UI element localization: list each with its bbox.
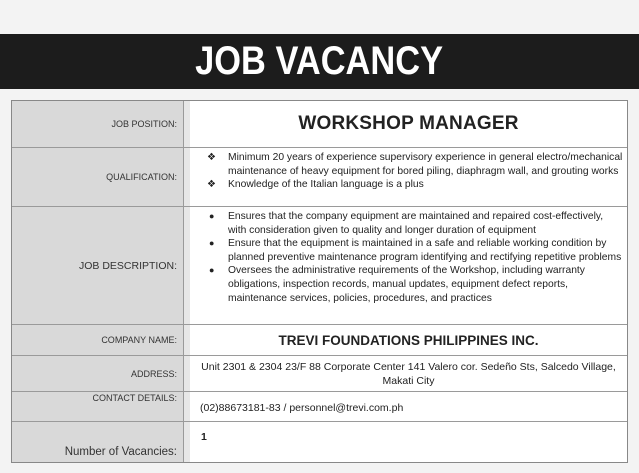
diamond-dots-icon: ❖	[207, 179, 216, 191]
row-job-position	[12, 101, 627, 147]
address-line-2: Makati City	[382, 375, 435, 387]
row-qualification	[12, 147, 627, 206]
dot-icon: ●	[209, 211, 215, 221]
contact-details-cell	[190, 392, 627, 421]
dot-icon: ●	[209, 265, 215, 276]
dot-icon: ●	[209, 238, 215, 249]
row-job-description	[12, 206, 627, 324]
vacancy-table	[11, 100, 628, 463]
row-contact-details	[12, 391, 627, 421]
job-description-cell	[190, 207, 627, 324]
diamond-dots-icon: ❖	[207, 152, 216, 163]
company-name-cell	[190, 325, 627, 355]
qualification-cell	[190, 148, 627, 206]
company-name-label: COMPANY NAME:	[12, 325, 184, 355]
banner-title: JOB VACANCY	[195, 39, 444, 83]
qualification-list	[190, 151, 627, 192]
list-item: ● Ensure that the equipment is maintained in a safe and reliable working condition by planned preventive maintenance program identifying and rectifying repetitive problems	[209, 238, 622, 263]
job-position-label: JOB POSITION:	[12, 101, 184, 147]
banner	[0, 34, 639, 89]
job-position-value: WORKSHOP MANAGER	[298, 113, 519, 134]
vacancies-value: 1	[201, 431, 207, 443]
contact-details-label: CONTACT DETAILS:	[12, 392, 184, 421]
address-label: ADDRESS:	[12, 356, 184, 391]
address-line-1: Unit 2301 & 2304 23/F 88 Corporate Center 141 Valero cor. Sedeño Sts, Salcedo Village,	[201, 361, 616, 373]
row-address	[12, 355, 627, 391]
list-item: ❖ Minimum 20 years of experience supervisory experience in general electro/mechanical maintenance of heavy equipment for bored piling, diaphragm wall, and grouting works	[207, 152, 623, 177]
list-item: ❖ Knowledge of the Italian language is a plus	[207, 179, 424, 191]
row-company-name	[12, 324, 627, 355]
list-item: ● Oversees the administrative requirements of the Workshop, including warranty obligations, inspection records, manual updates, equipment defect reports, maintenance services, policies, procedures, and practices	[209, 265, 585, 304]
row-vacancies	[12, 421, 627, 462]
contact-details-value: (02)88673181-83 / personnel@trevi.com.ph	[200, 402, 404, 414]
job-position-cell	[190, 101, 627, 147]
company-name-value: TREVI FOUNDATIONS PHILIPPINES INC.	[278, 332, 539, 348]
qualification-label: QUALIFICATION:	[12, 148, 184, 206]
address-cell	[190, 356, 627, 391]
description-list	[190, 210, 627, 305]
list-item: ● Ensures that the company equipment are maintained and repaired cost-effectively, with consideration given to quality and longer duration of equipment	[209, 211, 604, 236]
job-description-label: JOB DESCRIPTION:	[12, 207, 184, 324]
vacancies-label: Number of Vacancies:	[12, 422, 184, 462]
vacancies-cell	[190, 422, 627, 462]
